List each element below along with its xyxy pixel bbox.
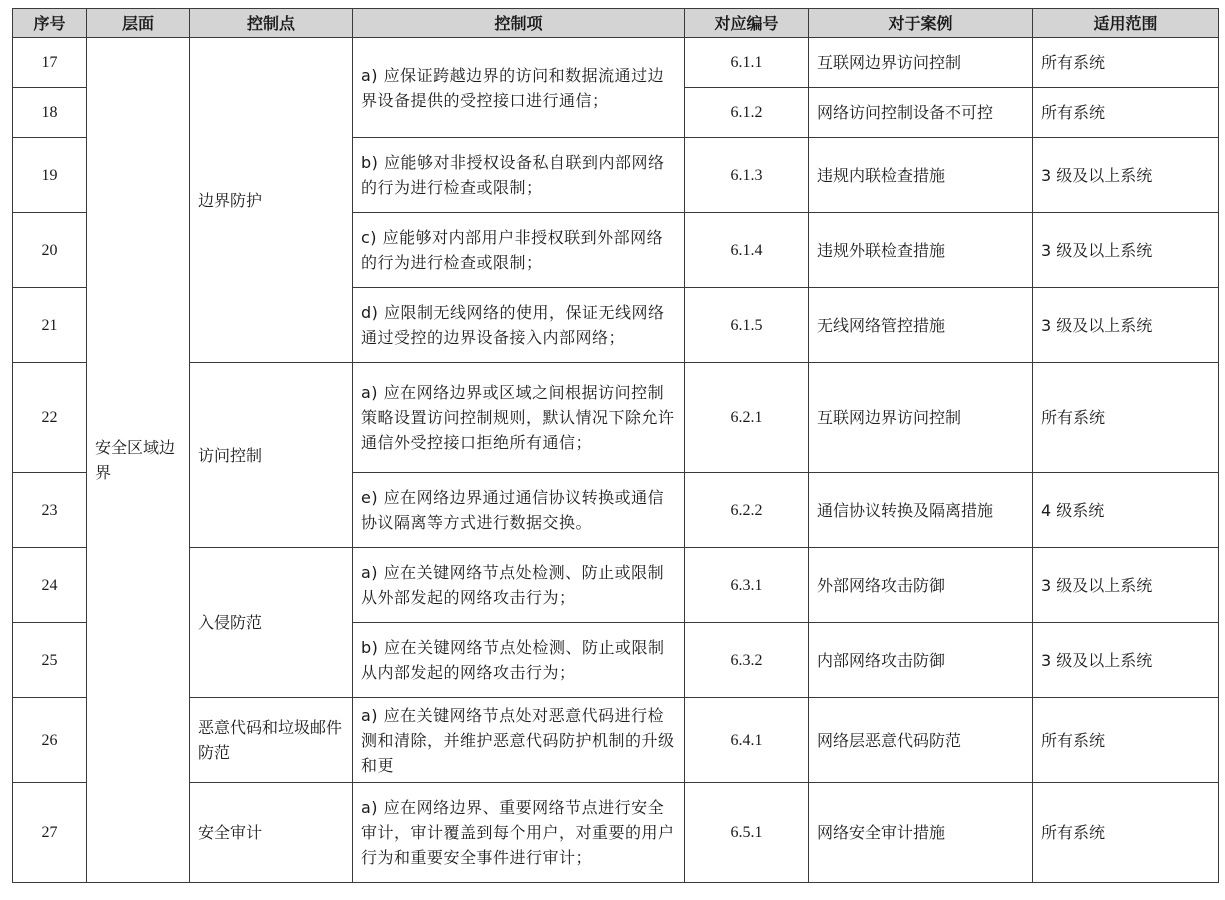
row-no: 19 [13, 138, 87, 213]
layer-cell: 安全区域边界 [87, 38, 190, 883]
control-item: a) 应在关键网络节点处对恶意代码进行检测和清除，并维护恶意代码防护机制的升级和更 [353, 698, 685, 783]
control-table [12, 8, 1219, 883]
table-row [13, 548, 1219, 623]
row-scope: 所有系统 [1033, 88, 1219, 138]
row-scope: 所有系统 [1033, 698, 1219, 783]
header-control-item: 控制项 [353, 9, 685, 38]
header-scope: 适用范围 [1033, 9, 1219, 38]
header-layer: 层面 [87, 9, 190, 38]
row-code: 6.5.1 [685, 783, 809, 883]
header-code: 对应编号 [685, 9, 809, 38]
control-point-malware: 恶意代码和垃圾邮件防范 [190, 698, 353, 783]
row-scope: 3 级及以上系统 [1033, 288, 1219, 363]
row-scope: 3 级及以上系统 [1033, 213, 1219, 288]
row-scope: 所有系统 [1033, 363, 1219, 473]
control-item: b) 应在关键网络节点处检测、防止或限制从内部发起的网络攻击行为； [353, 623, 685, 698]
control-item: b) 应能够对非授权设备私自联到内部网络的行为进行检查或限制； [353, 138, 685, 213]
row-scope: 3 级及以上系统 [1033, 138, 1219, 213]
row-code: 6.1.1 [685, 38, 809, 88]
control-point-intrusion: 入侵防范 [190, 548, 353, 698]
table-row [13, 698, 1219, 783]
row-scope: 所有系统 [1033, 783, 1219, 883]
row-case: 外部网络攻击防御 [809, 548, 1033, 623]
row-no: 21 [13, 288, 87, 363]
control-item: a) 应保证跨越边界的访问和数据流通过边界设备提供的受控接口进行通信； [353, 38, 685, 138]
control-point-audit: 安全审计 [190, 783, 353, 883]
table-row [13, 783, 1219, 883]
row-case: 违规外联检查措施 [809, 213, 1033, 288]
row-case: 互联网边界访问控制 [809, 363, 1033, 473]
header-case: 对于案例 [809, 9, 1033, 38]
row-case: 违规内联检查措施 [809, 138, 1033, 213]
row-case: 互联网边界访问控制 [809, 38, 1033, 88]
row-code: 6.2.2 [685, 473, 809, 548]
row-code: 6.4.1 [685, 698, 809, 783]
row-case: 网络安全审计措施 [809, 783, 1033, 883]
control-item: d) 应限制无线网络的使用，保证无线网络通过受控的边界设备接入内部网络； [353, 288, 685, 363]
control-item: a) 应在关键网络节点处检测、防止或限制从外部发起的网络攻击行为； [353, 548, 685, 623]
control-item: c) 应能够对内部用户非授权联到外部网络的行为进行检查或限制； [353, 213, 685, 288]
row-case: 网络层恶意代码防范 [809, 698, 1033, 783]
header-control-point: 控制点 [190, 9, 353, 38]
row-no: 18 [13, 88, 87, 138]
row-no: 24 [13, 548, 87, 623]
row-scope: 所有系统 [1033, 38, 1219, 88]
control-item: a) 应在网络边界或区域之间根据访问控制策略设置访问控制规则，默认情况下除允许通信外受控接口拒绝所有通信； [353, 363, 685, 473]
header-row [13, 9, 1219, 38]
row-code: 6.1.2 [685, 88, 809, 138]
row-no: 20 [13, 213, 87, 288]
row-scope: 3 级及以上系统 [1033, 548, 1219, 623]
row-case: 通信协议转换及隔离措施 [809, 473, 1033, 548]
header-no: 序号 [13, 9, 87, 38]
row-code: 6.1.5 [685, 288, 809, 363]
row-no: 26 [13, 698, 87, 783]
row-case: 无线网络管控措施 [809, 288, 1033, 363]
row-code: 6.2.1 [685, 363, 809, 473]
row-code: 6.1.4 [685, 213, 809, 288]
row-scope: 4 级系统 [1033, 473, 1219, 548]
row-scope: 3 级及以上系统 [1033, 623, 1219, 698]
control-item: e) 应在网络边界通过通信协议转换或通信协议隔离等方式进行数据交换。 [353, 473, 685, 548]
row-no: 17 [13, 38, 87, 88]
row-no: 22 [13, 363, 87, 473]
control-point-boundary: 边界防护 [190, 38, 353, 363]
row-code: 6.3.2 [685, 623, 809, 698]
row-code: 6.1.3 [685, 138, 809, 213]
row-case: 内部网络攻击防御 [809, 623, 1033, 698]
row-case: 网络访问控制设备不可控 [809, 88, 1033, 138]
row-code: 6.3.1 [685, 548, 809, 623]
table-row [13, 363, 1219, 473]
row-no: 23 [13, 473, 87, 548]
control-item: a) 应在网络边界、重要网络节点进行安全审计，审计覆盖到每个用户，对重要的用户行为和重要安全事件进行审计； [353, 783, 685, 883]
table-row [13, 38, 1219, 88]
row-no: 27 [13, 783, 87, 883]
row-no: 25 [13, 623, 87, 698]
control-point-access: 访问控制 [190, 363, 353, 548]
